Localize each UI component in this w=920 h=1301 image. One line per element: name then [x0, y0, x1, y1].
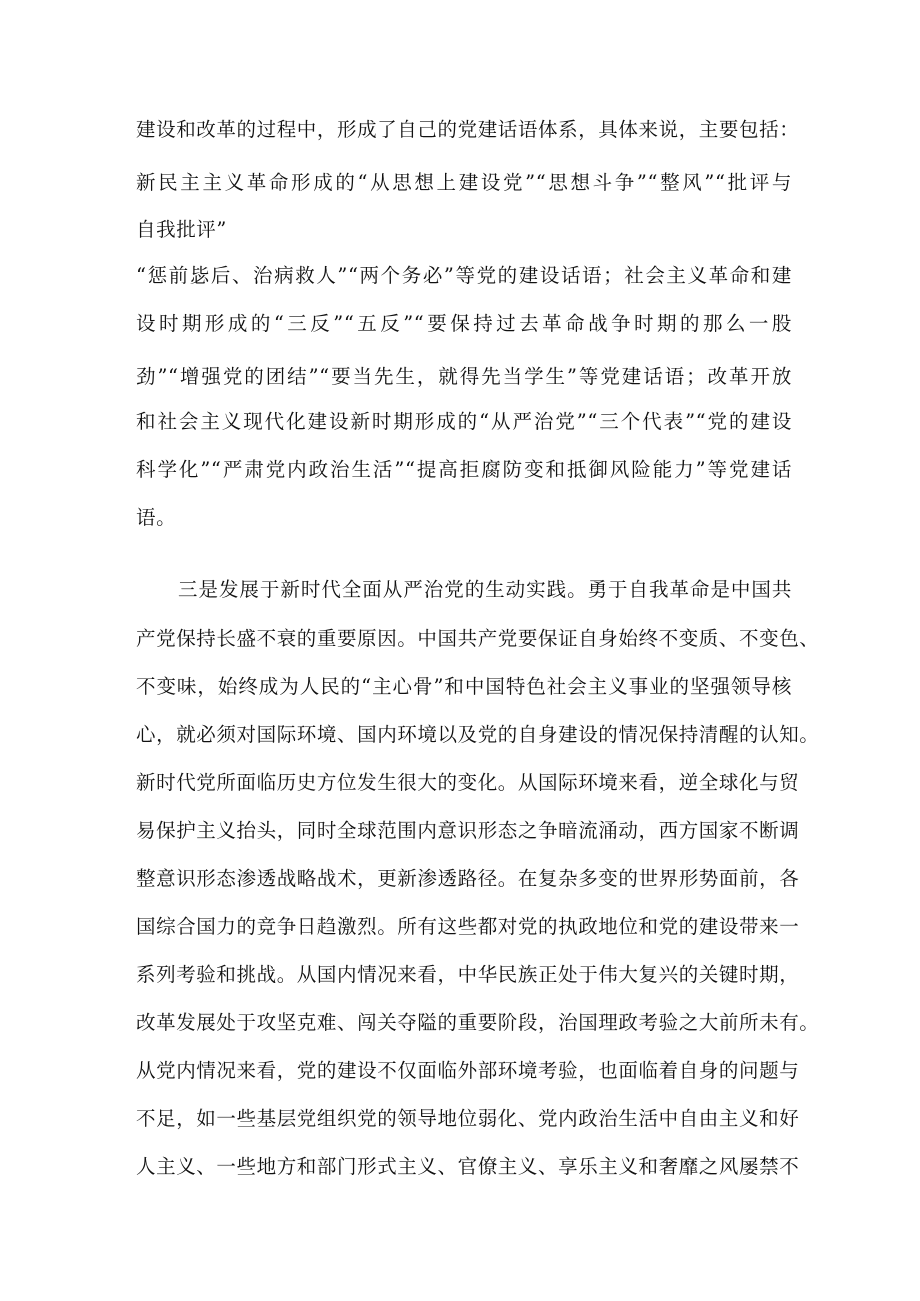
text-line: 不变味，始终成为人民的“主心骨”和中国特色社会主义事业的坚强领导核 [136, 675, 792, 698]
text-line: 易保护主义抬头，同时全球范围内意识形态之争暗流涌动，西方国家不断调 [136, 819, 800, 842]
text-line: 心，就必须对国际环境、国内环境以及党的自身建设的情况保持清醒的认知。 [136, 723, 820, 746]
text-line: 自我批评” [136, 218, 227, 241]
text-line: 产党保持长盛不衰的重要原因。中国共产党要保证自身始终不变质、不变色、 [136, 627, 820, 650]
text-line: 新时代党所面临历史方位发生很大的变化。从国际环境来看，逆全球化与贸 [136, 771, 800, 794]
text-line: 系列考验和挑战。从国内情况来看，中华民族正处于伟大复兴的关键时期， [136, 963, 800, 986]
paragraph-first-line: 三是发展于新时代全面从严治党的生动实践。勇于自我革命是中国共 [178, 578, 792, 601]
text-line: 新民主主义革命形成的“从思想上建设党”“思想斗争”“整风”“批评与 [136, 171, 792, 194]
text-line: 从党内情况来看，党的建设不仅面临外部环境考验，也面临着自身的问题与 [136, 1059, 800, 1082]
text-line: 整意识形态渗透战略战术，更新渗透路径。在复杂多变的世界形势面前，各 [136, 867, 800, 890]
text-line: 设时期形成的“三反”“五反”“要保持过去革命战争时期的那么一股 [136, 312, 792, 335]
text-line: “惩前毖后、治病救人”“两个务必”等党的建设话语；社会主义革命和建 [136, 264, 792, 287]
text-line: 改革发展处于攻坚克难、闯关夺隘的重要阶段，治国理政考验之大前所未有。 [136, 1011, 820, 1034]
text-line: 和社会主义现代化建设新时期形成的“从严治党”“三个代表”“党的建设 [136, 410, 792, 433]
text-line: 语。 [136, 506, 177, 529]
text-line: 劲”“增强党的团结”“要当先生，就得先当学生”等党建话语；改革开放 [136, 365, 792, 388]
text-line: 国综合国力的竞争日趋激烈。所有这些都对党的执政地位和党的建设带来一 [136, 915, 800, 938]
text-line: 人主义、一些地方和部门形式主义、官僚主义、享乐主义和奢靡之风屡禁不 [136, 1155, 800, 1178]
text-line: 不足，如一些基层党组织党的领导地位弱化、党内政治生活中自由主义和好 [136, 1107, 800, 1130]
text-line: 科学化”“严肃党内政治生活”“提高拒腐防变和抵御风险能力”等党建话 [136, 458, 792, 481]
text-line: 建设和改革的过程中，形成了自己的党建话语体系，具体来说，主要包括： [136, 118, 800, 141]
